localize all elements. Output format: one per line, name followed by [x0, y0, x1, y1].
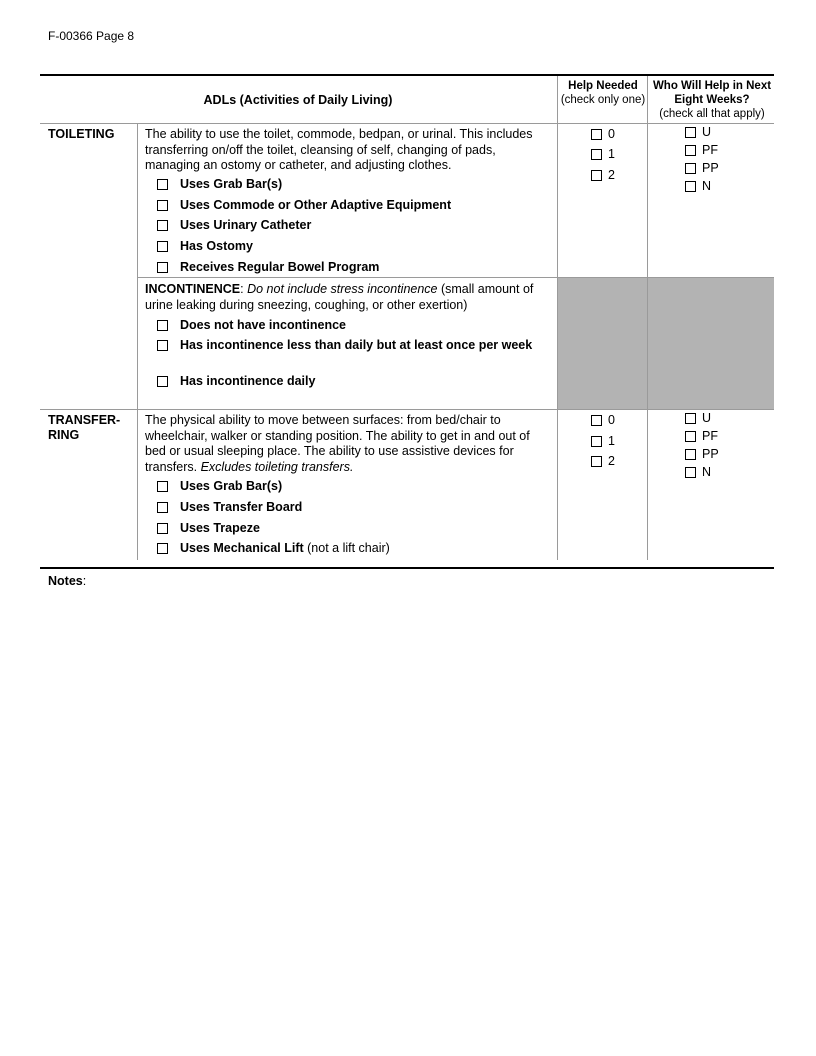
incontinence-detail: (small amount of urine leaking during sneezing, coughing, or other exertion) — [145, 282, 534, 312]
divider-transferring — [40, 409, 774, 410]
help-needed-subtitle: (check only one) — [560, 94, 646, 106]
help-level-label: 1 — [608, 434, 615, 448]
option-label: Receives Regular Bowel Program — [180, 260, 380, 274]
incontinence-title: INCONTINENCE — [145, 282, 241, 296]
option-label: Uses Mechanical Lift — [180, 541, 304, 555]
adl-column-header: ADLs (Activities of Daily Living) — [203, 93, 393, 107]
toileting-option[interactable] — [157, 218, 311, 234]
toileting-label: TOILETING — [48, 127, 115, 141]
incontinence-option[interactable] — [157, 374, 315, 390]
helper-label: PF — [702, 429, 718, 443]
transferring-label — [48, 413, 120, 443]
checkbox[interactable] — [157, 262, 168, 273]
checkbox[interactable] — [157, 220, 168, 231]
checkbox[interactable] — [591, 129, 602, 140]
toileting-help-level[interactable] — [591, 168, 615, 182]
who-will-help-header — [650, 79, 774, 121]
helper-label: N — [702, 465, 712, 479]
checkbox[interactable] — [685, 467, 696, 478]
checkbox[interactable] — [591, 149, 602, 160]
transferring-helper[interactable] — [685, 411, 711, 425]
transferring-exclusion-note: Excludes toileting transfers. — [200, 459, 354, 474]
transferring-label-line1: TRANSFER- — [48, 413, 121, 427]
option-label: Does not have incontinence — [180, 318, 347, 332]
toileting-option[interactable] — [157, 239, 253, 255]
checkbox[interactable] — [157, 481, 168, 492]
option-label: Uses Trapeze — [180, 521, 260, 535]
transferring-description-text: The physical ability to move between surfaces: from bed/chair to wheelchair, walker or standing position. The ability to get in and out of bed or usual sleeping place. The ability to use assistive devices for transfers. — [145, 413, 530, 474]
checkbox[interactable] — [685, 163, 696, 174]
option-label: Uses Commode or Other Adaptive Equipment — [180, 198, 452, 212]
option-label: Uses Transfer Board — [180, 500, 303, 514]
who-will-help-title: Who Will Help in Next Eight Weeks? — [652, 80, 772, 106]
notes-label — [48, 574, 86, 588]
help-level-label: 1 — [608, 147, 615, 161]
incontinence-option[interactable] — [157, 338, 537, 354]
table-bottom-rule — [40, 567, 774, 569]
option-label: Has Ostomy — [180, 239, 253, 253]
toileting-help-level[interactable] — [591, 147, 615, 161]
checkbox[interactable] — [685, 431, 696, 442]
checkbox[interactable] — [685, 145, 696, 156]
toileting-help-level[interactable] — [591, 127, 615, 141]
checkbox[interactable] — [157, 179, 168, 190]
transferring-help-level[interactable] — [591, 434, 615, 448]
transferring-option[interactable] — [157, 541, 390, 557]
option-label: Has incontinence daily — [180, 374, 316, 388]
helper-label: U — [702, 125, 712, 139]
notes-colon: : — [82, 574, 87, 588]
helper-label: PP — [702, 447, 719, 461]
helper-label: PP — [702, 161, 719, 175]
transferring-helper[interactable] — [685, 465, 711, 479]
transferring-helper[interactable] — [685, 429, 718, 443]
transferring-option[interactable] — [157, 479, 282, 495]
checkbox[interactable] — [685, 127, 696, 138]
who-will-help-subtitle: (check all that apply) — [659, 108, 765, 120]
toileting-description: The ability to use the toilet, commode, bedpan, or urinal. This includes transferring on/off the toilet, cleansing of self, changing of pads, managing an ostomy or catheter, and adjusting clothes. — [145, 127, 533, 172]
helper-label: N — [702, 179, 712, 193]
checkbox[interactable] — [591, 170, 602, 181]
help-level-label: 0 — [608, 127, 615, 141]
checkbox[interactable] — [685, 413, 696, 424]
notes-label-text: Notes — [48, 574, 83, 588]
checkbox[interactable] — [157, 543, 168, 554]
checkbox[interactable] — [157, 376, 168, 387]
toileting-option[interactable] — [157, 198, 451, 214]
option-label: Uses Grab Bar(s) — [180, 177, 283, 191]
transferring-help-level[interactable] — [591, 413, 615, 427]
transferring-label-line2: RING — [48, 428, 80, 442]
table-top-rule — [40, 74, 774, 76]
incontinence-italic-note: Do not include stress incontinence — [247, 282, 438, 296]
page-header: F-00366 Page 8 — [48, 29, 135, 43]
option-label: Uses Urinary Catheter — [180, 218, 312, 232]
checkbox[interactable] — [157, 320, 168, 331]
transferring-description — [145, 413, 550, 475]
checkbox[interactable] — [685, 449, 696, 460]
help-level-label: 0 — [608, 413, 615, 427]
transferring-help-level[interactable] — [591, 454, 615, 468]
checkbox[interactable] — [685, 181, 696, 192]
option-label: Uses Grab Bar(s) — [180, 479, 283, 493]
checkbox[interactable] — [157, 200, 168, 211]
checkbox[interactable] — [157, 241, 168, 252]
checkbox[interactable] — [591, 456, 602, 467]
toileting-option[interactable] — [157, 177, 282, 193]
help-level-label: 2 — [608, 168, 615, 182]
checkbox[interactable] — [157, 340, 168, 351]
option-note: (not a lift chair) — [307, 541, 390, 555]
help-needed-title: Help Needed — [568, 80, 638, 92]
checkbox[interactable] — [157, 502, 168, 513]
transferring-helper[interactable] — [685, 447, 719, 461]
option-label: Has incontinence less than daily but at least once per week — [180, 338, 533, 352]
transferring-option[interactable] — [157, 521, 260, 537]
help-level-label: 2 — [608, 454, 615, 468]
help-needed-header — [560, 79, 646, 107]
incontinence-description: INCONTINENCE: Do not include stress incontinence (small amount of urine leaking during sneezing, coughing, or other exertion) — [145, 282, 534, 312]
shaded-who-cell — [648, 278, 774, 409]
divider-header — [40, 123, 774, 124]
helper-label: U — [702, 411, 712, 425]
checkbox[interactable] — [591, 415, 602, 426]
checkbox[interactable] — [591, 436, 602, 447]
toileting-helper[interactable] — [685, 179, 711, 193]
transferring-option[interactable] — [157, 500, 302, 516]
helper-label: PF — [702, 143, 718, 157]
incontinence-option[interactable] — [157, 318, 346, 334]
checkbox[interactable] — [157, 523, 168, 534]
divider-label-col — [137, 123, 138, 560]
toileting-helper[interactable] — [685, 143, 718, 157]
toileting-helper[interactable] — [685, 125, 711, 139]
shaded-help-cell — [558, 278, 647, 409]
toileting-option[interactable] — [157, 260, 379, 276]
toileting-helper[interactable] — [685, 161, 719, 175]
